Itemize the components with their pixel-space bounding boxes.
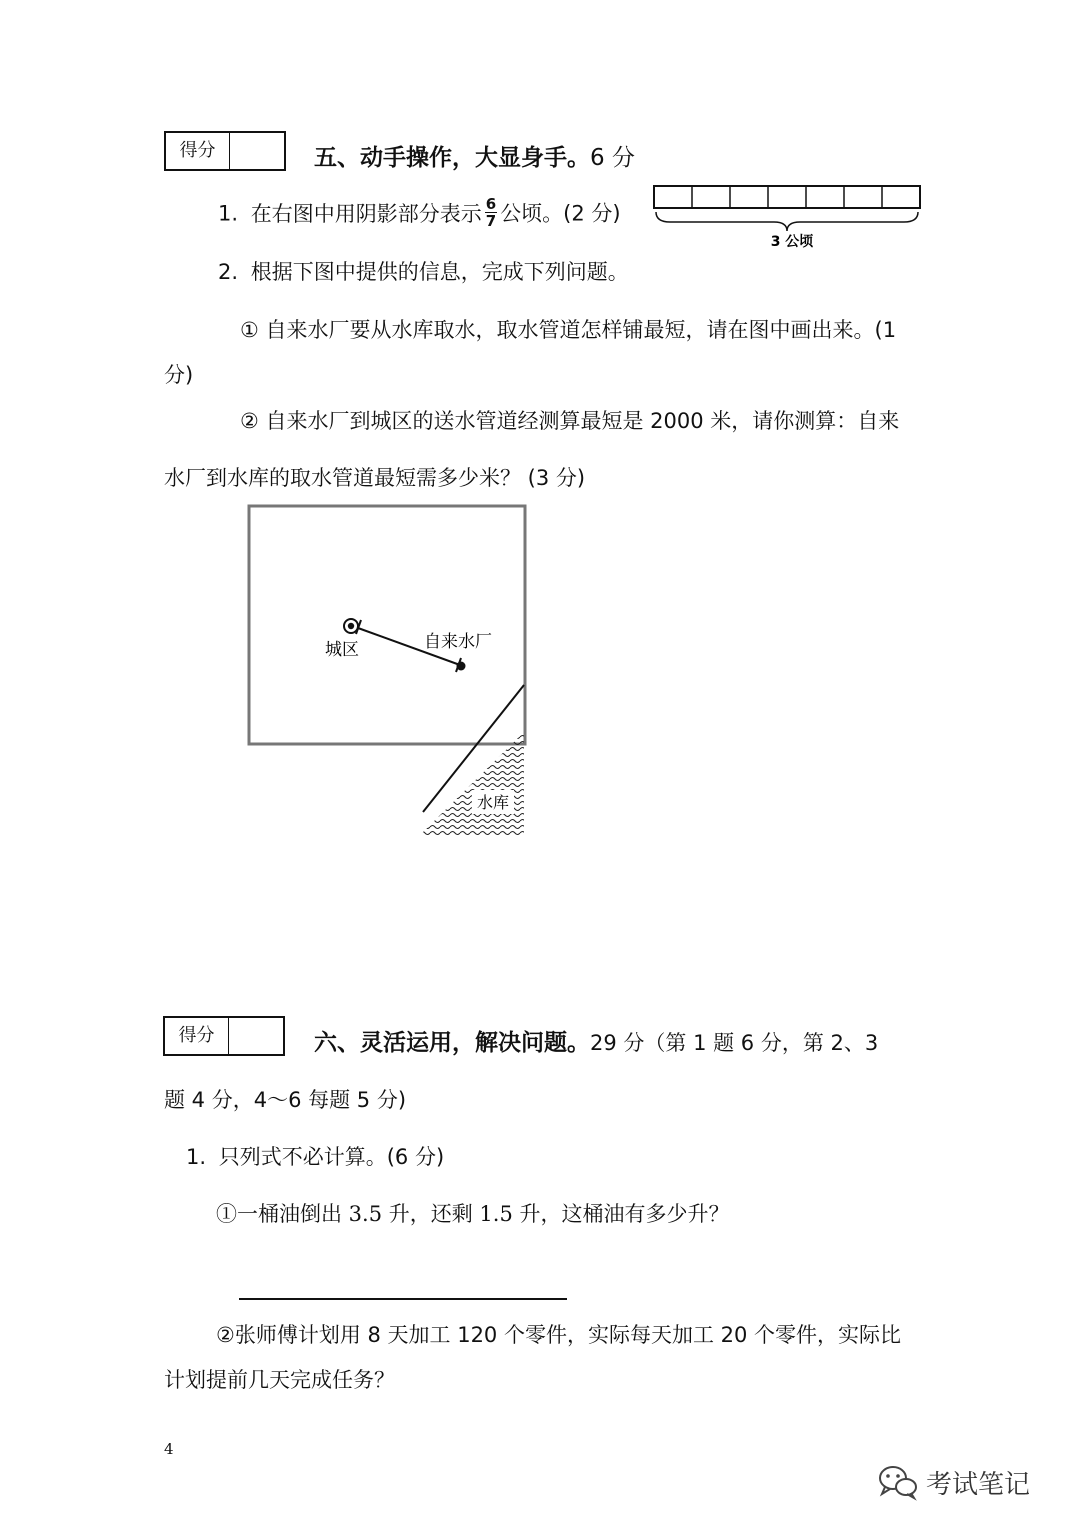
water-plant-point: [457, 662, 466, 671]
question-5-2: [218, 258, 629, 286]
score-value-cell[interactable]: [230, 133, 284, 169]
reservoir-label: 水库: [476, 793, 510, 812]
wechat-icon: [876, 1462, 920, 1502]
section5-heading: [314, 143, 635, 173]
city-marker-inner: [348, 623, 354, 629]
subquestion-2-line1: ② 自来水厂到城区的送水管道经测算最短是 2000 米，请你测算：自来: [240, 409, 900, 433]
area-bar-dividers: [692, 186, 882, 208]
map-frame: [249, 506, 525, 744]
map-diagram[interactable]: [240, 500, 540, 845]
subquestion-6-1-2-line2: 计划提前几天完成任务？: [164, 1368, 395, 1392]
subquestion-6-1-1: ①一桶油倒出 3.5 升，还剩 1.5 升，这桶油有多少升？: [216, 1202, 730, 1226]
area-bar-outline: [654, 186, 920, 208]
subquestion-1-line2: 分): [164, 363, 194, 387]
fraction-numerator: 6: [485, 195, 497, 213]
area-bar-label: 3 公顷: [770, 234, 814, 250]
score-label: 得分: [165, 1018, 229, 1054]
subquestion-6-1-2-line1: ②张师傅计划用 8 天加工 120 个零件，实际每天加工 20 个零件，实际比: [216, 1323, 902, 1347]
watermark-text: 考试笔记: [926, 1469, 1031, 1500]
subquestion-2-line2: 水厂到水库的取水管道最短需多少米？ (3 分): [164, 466, 586, 490]
area-bar-brace: [656, 212, 918, 231]
question-number: 1.: [218, 201, 239, 226]
question-number: 2.: [218, 260, 239, 284]
reservoir-area: [420, 732, 524, 835]
question-number: 1.: [186, 1145, 207, 1169]
answer-line[interactable]: [239, 1298, 567, 1300]
question-text: 只列式不必计算。(6 分): [218, 1145, 445, 1169]
fraction: [485, 196, 497, 229]
page-number: 4: [164, 1440, 174, 1458]
question-text-end: 公顷。(2 分): [500, 201, 621, 226]
question-text: 根据下图中提供的信息，完成下列问题。: [250, 260, 629, 284]
section5-title: 五、动手操作，大显身手。: [314, 145, 590, 171]
section6-points: 29 分（第 1 题 6 分，第 2、3: [590, 1031, 879, 1055]
question-text: 在右图中用阴影部分表示: [250, 201, 482, 226]
water-plant-label: 自来水厂: [424, 632, 492, 652]
fraction-denominator: 7: [485, 212, 497, 230]
city-label: 城区: [325, 640, 359, 660]
section6-heading: [314, 1028, 878, 1058]
section5-points: 6 分: [590, 145, 635, 171]
score-box-section6: [163, 1016, 285, 1056]
question-5-1: [218, 195, 621, 231]
question-6-1: [186, 1143, 444, 1171]
score-label: 得分: [166, 133, 230, 169]
area-bar-diagram[interactable]: [650, 184, 925, 254]
section6-points-line2: 题 4 分，4～6 每题 5 分): [164, 1088, 407, 1112]
score-value-cell[interactable]: [229, 1018, 283, 1054]
section6-title: 六、灵活运用，解决问题。: [314, 1030, 590, 1056]
subquestion-1-line1: ① 自来水厂要从水库取水，取水管道怎样铺最短，请在图中画出来。(1: [240, 318, 897, 342]
watermark: [876, 1462, 1030, 1502]
score-box-section5: [164, 131, 286, 171]
